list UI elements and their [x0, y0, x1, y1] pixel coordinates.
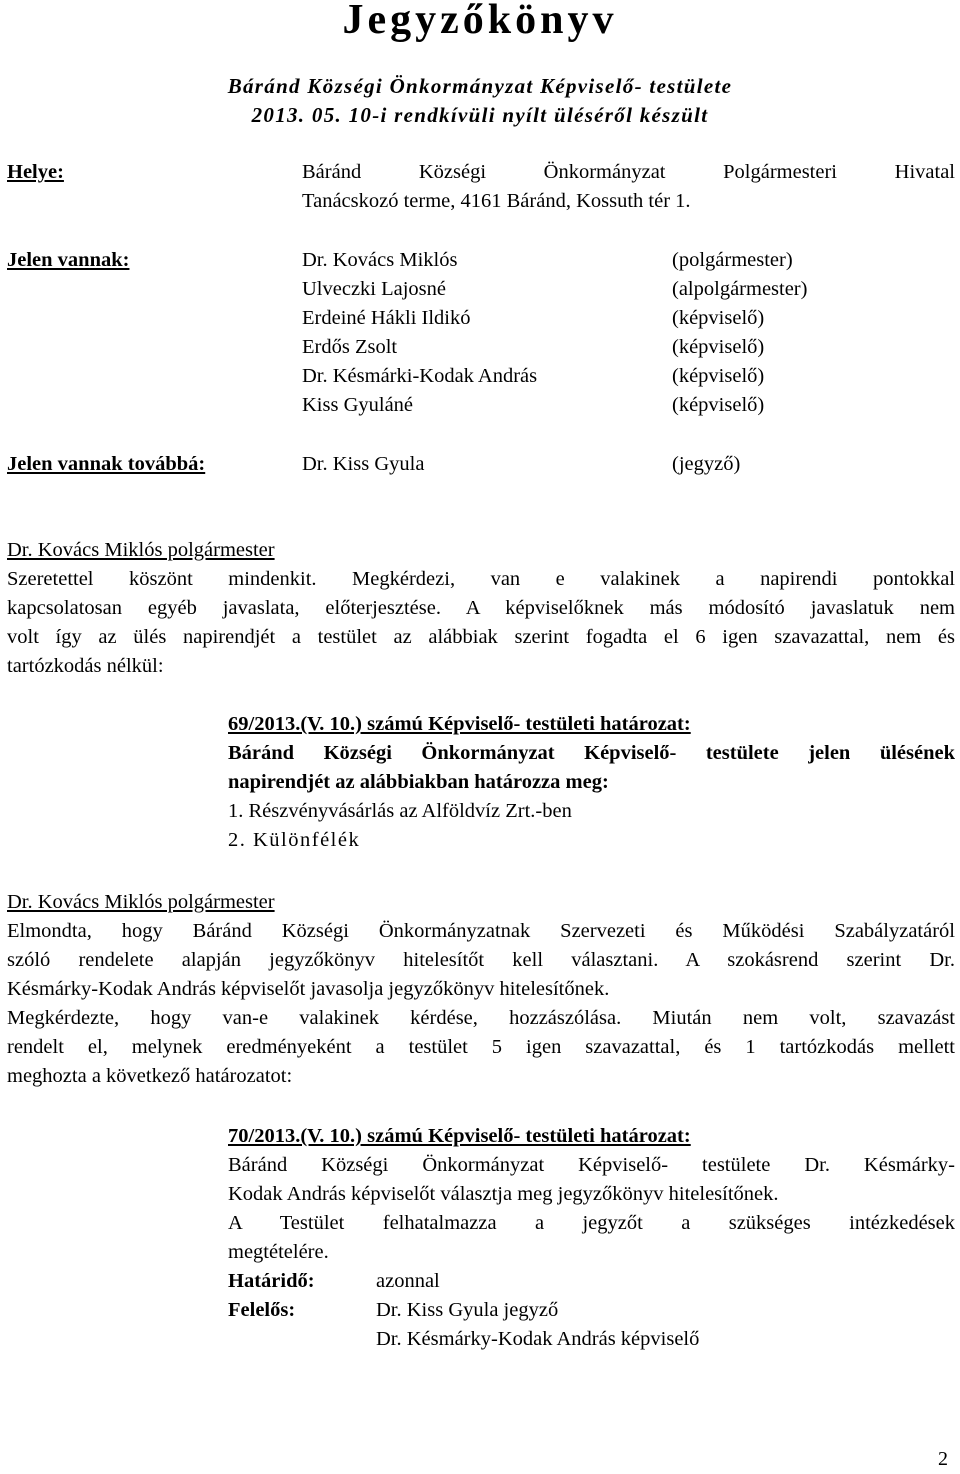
- deadline-label: Határidő:: [228, 1270, 315, 1292]
- responsible-person: Dr. Kiss Gyula jegyző: [376, 1299, 559, 1321]
- member-name: Kiss Gyuláné: [302, 394, 414, 416]
- resolution-body-line: Báránd Községi Önkormányzat Képviselő- testülete jelen ülésének: [228, 742, 955, 764]
- responsible-person: Dr. Késmárky-Kodak András képviselő: [376, 1328, 700, 1350]
- paragraph-line: Késmárky-Kodak András képviselőt javasolja jegyzőkönyv hitelesítőnek.: [7, 978, 610, 1000]
- member-name: Dr. Kovács Miklós: [302, 249, 458, 271]
- present-label: Jelen vannak:: [7, 249, 130, 271]
- member-name: Ulveczki Lajosné: [302, 278, 447, 300]
- location-line-1: Báránd Községi Önkormányzat Polgármesteri Hivatal: [302, 161, 955, 183]
- location-label: Helye:: [7, 161, 64, 183]
- paragraph-line: rendelt el, melynek eredményeként a testület 5 igen szavazattal, és 1 tartózkodás mellett: [7, 1036, 955, 1058]
- page-number: 2: [938, 1448, 948, 1470]
- resolution-body-line: Kodak András képviselőt választja meg jegyzőkönyv hitelesítőnek.: [228, 1183, 779, 1205]
- resolution-body-line: napirendjét az alábbiakban határozza meg:: [228, 771, 609, 793]
- location-line-2: Tanácskozó terme, 4161 Báránd, Kossuth tér 1.: [302, 190, 691, 212]
- member-role: (képviselő): [672, 365, 765, 387]
- paragraph-line: meghozta a következő határozatot:: [7, 1065, 293, 1087]
- deadline-value: azonnal: [376, 1270, 440, 1292]
- paragraph-line: tartózkodás nélkül:: [7, 655, 164, 677]
- agenda-item: 2. Különfélék: [228, 829, 361, 851]
- document-title: Jegyzőkönyv: [342, 0, 618, 43]
- paragraph-line: kapcsolatosan egyéb javaslata, előterjesztése. A képviselőknek más módosító javaslatuk nem: [7, 597, 955, 619]
- member-name: Dr. Késmárki-Kodak András: [302, 365, 538, 387]
- also-present-label: Jelen vannak továbbá:: [7, 453, 206, 475]
- paragraph-line: volt így az ülés napirendjét a testület az alábbiak szerint fogadta el 6 igen szavazattal, nem és: [7, 626, 955, 648]
- resolution-heading: 69/2013.(V. 10.) számú Képviselő- testületi határozat:: [228, 713, 691, 735]
- member-role: (polgármester): [672, 249, 793, 271]
- member-role: (alpolgármester): [672, 278, 808, 300]
- resolution-body-line: Báránd Községi Önkormányzat Képviselő- testülete Dr. Késmárky-: [228, 1154, 955, 1176]
- responsible-label: Felelős:: [228, 1299, 296, 1321]
- paragraph-line: szóló rendelete alapján jegyzőkönyv hitelesítőt kell választani. A szokásrend szerint Dr.: [7, 949, 955, 971]
- paragraph-line: Megkérdezte, hogy van-e valakinek kérdése, hozzászólása. Miután nem volt, szavazást: [7, 1007, 955, 1029]
- agenda-item: 1. Részvényvásárlás az Alföldvíz Zrt.-ben: [228, 800, 572, 822]
- paragraph-line: Szeretettel köszönt mindenkit. Megkérdezi, van e valakinek a napirendi pontokkal: [7, 568, 955, 590]
- member-name: Erdeiné Hákli Ildikó: [302, 307, 471, 329]
- member-name: Erdős Zsolt: [302, 336, 398, 358]
- also-present-role: (jegyző): [672, 453, 741, 475]
- speaker-heading: Dr. Kovács Miklós polgármester: [7, 891, 275, 913]
- paragraph-line: Elmondta, hogy Báránd Községi Önkormányzatnak Szervezeti és Működési Szabályzatáról: [7, 920, 955, 942]
- subtitle-line-1: Báránd Községi Önkormányzat Képviselő- testülete: [227, 74, 733, 98]
- member-role: (képviselő): [672, 307, 765, 329]
- resolution-body-line: A Testület felhatalmazza a jegyzőt a szükséges intézkedések: [228, 1212, 955, 1234]
- resolution-body-line: megtételére.: [228, 1241, 329, 1263]
- member-role: (képviselő): [672, 336, 765, 358]
- speaker-heading: Dr. Kovács Miklós polgármester: [7, 539, 275, 561]
- member-role: (képviselő): [672, 394, 765, 416]
- resolution-heading: 70/2013.(V. 10.) számú Képviselő- testületi határozat:: [228, 1125, 691, 1147]
- also-present-name: Dr. Kiss Gyula: [302, 453, 425, 475]
- subtitle-line-2: 2013. 05. 10-i rendkívüli nyílt üléséről készült: [251, 103, 709, 127]
